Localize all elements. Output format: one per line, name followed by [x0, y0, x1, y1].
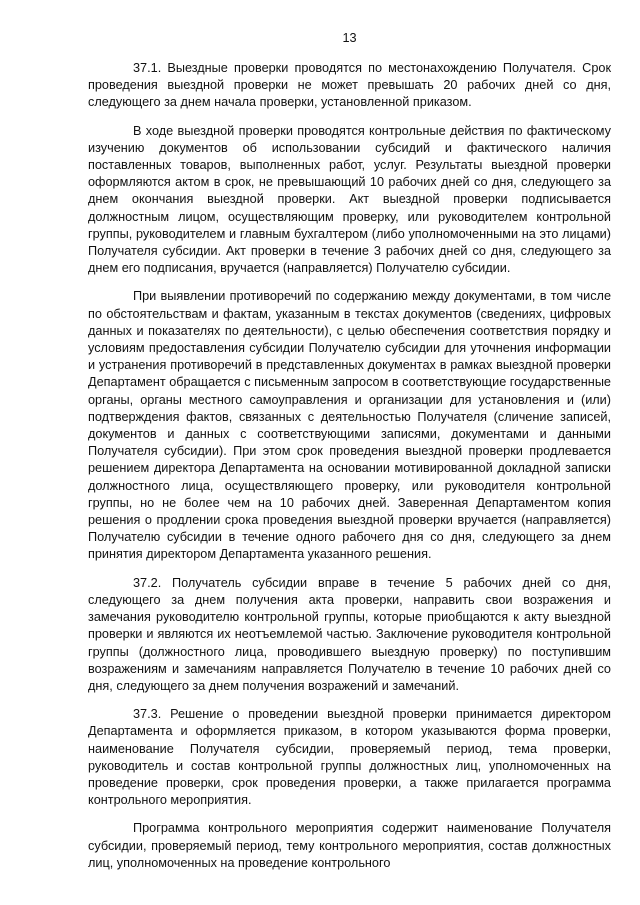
document-page	[88, 30, 611, 883]
paragraph-37-3: 37.3. Решение о проведении выездной проверки принимается директором Департамента и оформляется приказом, в котором указываются форма проверки, наименование Получателя субсидии, проверяемый период, тема проверки, руководитель и состав контрольной группы должностных лиц, уполномоченных на проведение проверки, срок проведения проверки, а также прилагается программа контрольного мероприятия.	[88, 707, 611, 808]
paragraph-37-2: 37.2. Получатель субсидии вправе в течение 5 рабочих дней со дня, следующего за днем получения акта проверки, направить свои возражения и замечания руководителю контрольной группы, которые приобщаются к акту выездной проверки и являются их неотъемлемой частью. Заключение руководителя контрольной группы (должностного лица, проводившего выездную проверку) по поступившим возражениям и замечаниям направляется Получателю в течение 10 рабочих дней со дня, следующего за днем получения возражений и замечаний.	[88, 575, 611, 693]
paragraph-control-program: Программа контрольного мероприятия содержит наименование Получателя субсидии, проверяемый период, тему контрольного мероприятия, состав должностных лиц, уполномоченных на проведение контрольного	[88, 821, 611, 870]
paragraph-field-inspection-procedure: В ходе выездной проверки проводятся контрольные действия по фактическому изучению документов об использовании субсидий и фактического наличия поставленных товаров, выполненных работ, услуг. Результаты выездной проверки оформляются актом в срок, не превышающий 10 рабочих дней со дня, следующего за днем окончания выездной проверки. Акт выездной проверки подписывается должностным лицом, осуществляющим проверку, или руководителем контрольной группы, руководителем и главным бухгалтером (либо уполномоченными на это лицами) Получателя субсидии. Акт проверки в течение 3 рабочих дней со дня, следующего за днем его подписания, вручается (направляется) Получателю субсидии.	[88, 123, 611, 276]
page-number: 13	[342, 31, 357, 45]
paragraph-contradictions: При выявлении противоречий по содержанию между документами, в том числе по обстоятельствам и фактам, указанным в текстах документов (сведениях, цифровых данных и показателях по деятельности), с целью обеспечения соответствия порядку и условиям предоставления субсидии Получателю субсидии для уточнения информации и устранения противоречий в представленных документах в рамках выездной проверки Департамент обращается с письменным запросом в соответствующие государственные органы, органы местного самоуправления и организации для установления и (или) подтверждения фактов, связанных с деятельностью Получателя (сличение записей, документов и данных с соответствующими записями, документами и данными Получателя субсидии). При этом срок проведения выездной проверки продлевается решением директора Департамента на основании мотивированной докладной записки должностного лица, осуществляющего проверку, или руководителя контрольной группы, но не более чем на 10 рабочих дней. Заверенная Департаментом копия решения о продлении срока проведения выездной проверки вручается (направляется) Получателю субсидии в течение одного рабочего дня со дня, следующего за днем принятия директором Департамента указанного решения.	[88, 289, 611, 562]
paragraph-37-1: 37.1. Выездные проверки проводятся по местонахождению Получателя. Срок проведения выездной проверки не может превышать 20 рабочих дней со дня, следующего за днем начала проверки, установленной приказом.	[88, 61, 611, 110]
